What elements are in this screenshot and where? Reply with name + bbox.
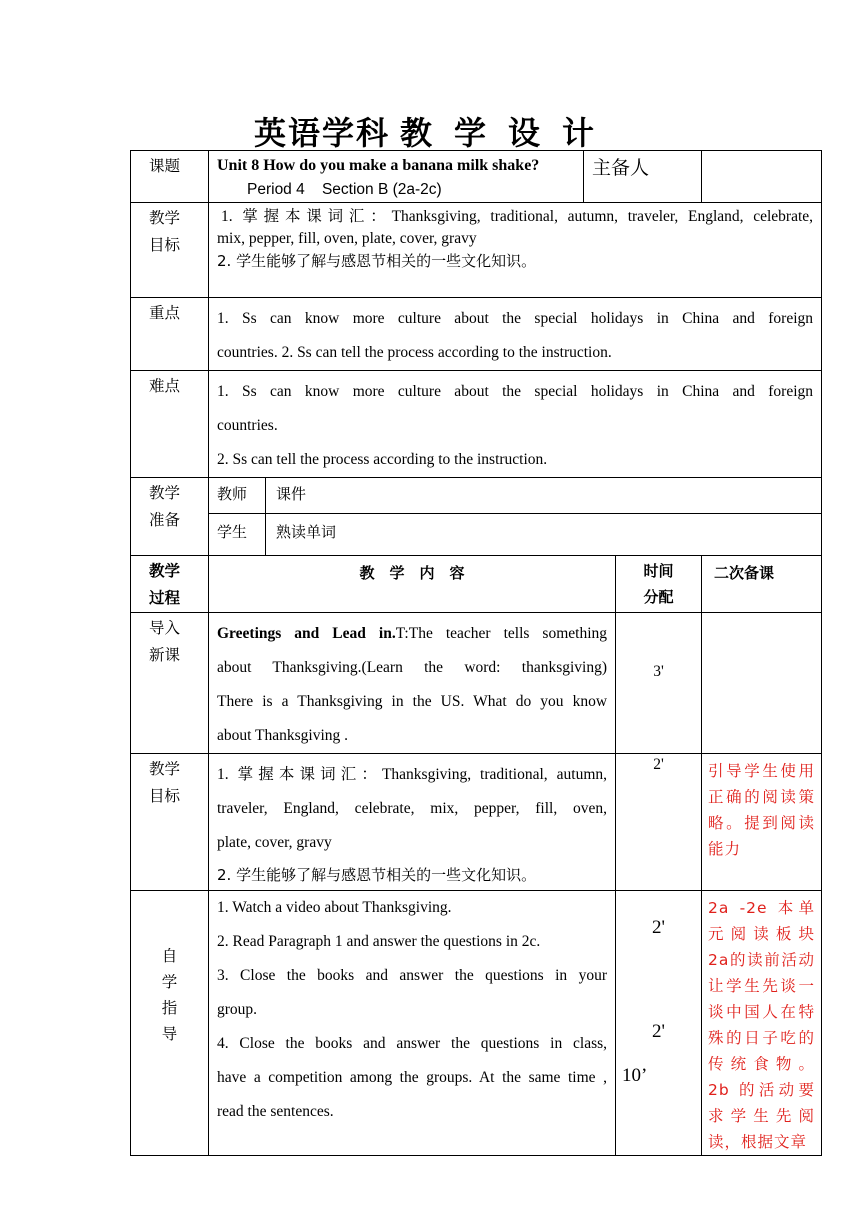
self-study-label-char: 导 [161,1025,178,1043]
key-points-line: 1. Ss can know more culture about the special holidays in China and foreign [217,310,814,327]
self-study-item: 1. Watch a video about Thanksgiving. [217,899,452,916]
objectives2-line: 1. 掌握本课词汇：Thanksgiving, traditional, autumn, [217,766,608,783]
topic-row [131,151,822,203]
self-study-label-char: 自 [161,947,178,965]
objectives2-line: plate, cover, gravy [217,834,332,851]
student-label: 学生 [209,514,266,556]
self-study-time [616,891,702,1156]
objectives2-label-line: 目标 [149,787,181,805]
objectives2-label-line: 教学 [149,760,181,778]
difficulties-line: countries. [217,417,278,434]
intro-content [209,613,616,754]
topic-label: 课题 [131,151,209,203]
preparer-label: 主备人 [584,151,702,203]
student-value: 熟读单词 [266,514,822,556]
period-line: Period 4 Section B (2a-2c) [247,181,442,198]
title-part: 计 [562,114,597,152]
preparation-label-line: 教学 [149,484,181,502]
time-header-line: 时间 [643,562,674,580]
process-header-row [131,556,822,613]
self-study-label-char: 指 [161,999,178,1017]
difficulties-line: 1. Ss can know more culture about the special holidays in China and foreign [217,383,814,400]
self-study-content [209,891,616,1156]
key-points-line: countries. 2. Ss can tell the process according to the instruction. [217,344,612,361]
key-points-content [209,298,822,371]
self-study-time-value: 10’ [622,1065,648,1086]
intro-label [131,613,209,754]
objectives2-row [131,754,822,891]
key-points-label: 重点 [131,298,209,371]
process-label-line: 教学 [149,562,181,580]
intro-line: There is a Thanksgiving in the US. What do you know [217,693,608,710]
objectives-label-line: 教学 [149,209,181,227]
objectives2-second-prep: 引导学生使用正确的阅读策略。提到阅读能力 [702,754,822,891]
objectives2-content [209,754,616,891]
topic-cell [209,151,584,203]
prep-student-row [131,514,822,556]
difficulties-row [131,371,822,478]
teacher-value: 课件 [266,478,822,514]
self-study-second-prep: 2a -2e 本单元阅读板块 2a的读前活动让学生先谈一谈中国人在特殊的日子吃的传统食物。 2b 的活动要求学生先阅读，根据文章 [702,891,822,1156]
difficulties-line: 2. Ss can tell the process according to the instruction. [217,451,548,468]
self-study-label [131,891,209,1156]
lesson-plan-table [130,150,822,1156]
time-header-line: 分配 [643,588,674,606]
second-prep-header: 二次备课 [702,556,822,613]
intro-line: about Thanksgiving.(Learn the word: thanksgiving) [217,659,608,676]
title-part: 教 [399,114,434,152]
teacher-label: 教师 [209,478,266,514]
intro-time: 3' [616,613,702,754]
self-study-item: read the sentences. [217,1103,334,1120]
intro-line: about Thanksgiving . [217,727,349,744]
process-label [131,556,209,613]
objectives2-line: 2. 学生能够了解与感恩节相关的一些文化知识。 [217,866,537,884]
objectives-line: 2. 学生能够了解与感恩节相关的一些文化知识。 [217,252,537,270]
content-header: 教 学 内 容 [209,556,616,613]
intro-second-prep [702,613,822,754]
objectives-line: 1. 掌握本课词汇：Thanksgiving, traditional, autumn, traveler, England, celebrate, [221,208,814,225]
process-label-line: 过程 [149,589,181,607]
unit-title: Unit 8 How do you make a banana milk shake? [217,157,540,174]
self-study-time-value: 2' [652,917,665,938]
objectives2-time: 2' [616,754,702,891]
objectives-label [131,203,209,298]
intro-label-line: 新课 [149,646,181,664]
difficulties-content [209,371,822,478]
objectives2-label [131,754,209,891]
title-part: 学 [453,114,488,152]
self-study-time-value: 2' [652,1021,665,1042]
objectives2-line: traveler, England, celebrate, mix, pepper, fill, oven, [217,800,608,817]
intro-bold: Greetings and Lead in. [217,625,396,642]
title-part: 设 [508,114,543,152]
objectives-content [209,203,822,298]
self-study-item: have a competition among the groups. At the same time , [217,1069,608,1086]
self-study-label-char: 学 [161,973,178,991]
intro-label-line: 导入 [149,619,181,637]
self-study-item: 3. Close the books and answer the questions in your [217,967,608,984]
objectives-line: mix, pepper, fill, oven, plate, cover, gravy [217,230,477,247]
self-study-item: group. [217,1001,258,1018]
self-study-item: 2. Read Paragraph 1 and answer the questions in 2c. [217,933,541,950]
objectives-label-line: 目标 [149,236,181,254]
intro-line-rest: T:The teacher tells something [395,625,608,642]
title-part: 英语学科 [253,114,390,152]
key-points-row [131,298,822,371]
objectives-row [131,203,822,298]
intro-line [217,617,607,651]
prep-teacher-row [131,478,822,514]
difficulties-label: 难点 [131,371,209,478]
preparation-label-line: 准备 [149,511,181,529]
self-study-item: 4. Close the books and answer the questions in class, [217,1035,608,1052]
intro-row [131,613,822,754]
time-header [616,556,702,613]
self-study-row [131,891,822,1156]
preparer-value [702,151,822,203]
preparation-label [131,478,209,556]
document-title [0,108,860,154]
